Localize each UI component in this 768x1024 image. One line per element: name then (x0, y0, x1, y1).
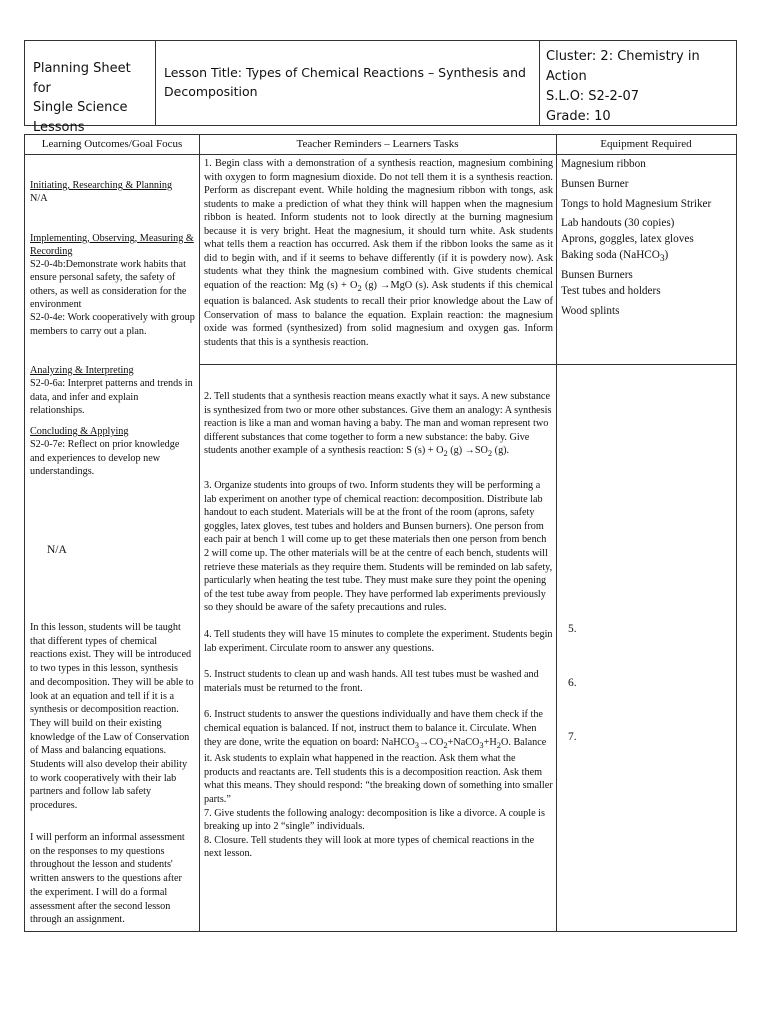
assessment-note: I will perform an informal assessment on the responses to my questions throughout the lesson and students' written answers to the questions after the experiment. I will do a formal assessment after the second lesson through an assignment. (30, 832, 185, 926)
equipment-number-6: 6. (568, 677, 577, 689)
lesson-table (24, 134, 737, 932)
grade-text: Grade: 10 (546, 109, 611, 125)
outcome-heading-concluding: Concluding & Applying (30, 426, 129, 438)
task-3: 3. Organize students into groups of two. Inform students they will be performing a lab experiment on another type of chemical reaction: decomposition. Distribute lab handout to each student. Materials will be at the front of the room (aprons, safety goggles, latex gloves, test tubes and holders and Bunsen burners). One person from each pair at bench 1 will come up to get these materials then one person from bench 2 will come up. The other materials will be at the centre of each bench, students will retrieve these materials as they require them. Students will be reminded on lab safety, particularly when heating the test tube. They must make sure they point the opening of the test tube away from people. They have performed lab experiments previously so they should be aware of the safety precautions and rules. (204, 480, 553, 614)
column-header-tasks: Teacher Reminders – Learners Tasks (296, 138, 459, 150)
task-6-subscript-d: 2 (496, 739, 501, 750)
equipment-item: Wood splints (561, 304, 620, 317)
equipment-item: Bunsen Burners (561, 269, 633, 282)
task-6-text-d: +H (483, 736, 497, 748)
equipment-item: Test tubes and holders (561, 284, 661, 297)
task-6-text-b: →CO (419, 736, 444, 748)
task-2-subscript-b: 2 (487, 448, 493, 459)
task-2 (204, 390, 553, 461)
slo-text: S.L.O: S2-2-07 (546, 89, 639, 105)
outcome-heading-implementing: Implementing, Observing, Measuring & Recording (30, 232, 194, 257)
column-divider-1 (199, 135, 200, 931)
column-divider-2 (556, 135, 557, 931)
equipment-item-subscript: 3 (659, 254, 665, 265)
equipment-item: Bunsen Burner (561, 177, 629, 190)
planning-line-1: Planning Sheet for (33, 61, 131, 96)
equipment-item: Magnesium ribbon (561, 158, 646, 170)
task-6-subscript-c: 3 (479, 739, 484, 750)
outcome-na-1: N/A (30, 193, 48, 205)
task-2-text-c: (g). (492, 445, 510, 457)
task-1-text-a: 1. Begin class with a demonstration of a synthesis reaction, magnesium combining with oxygen to form magnesium dioxide. Do not tell them it is a synthesis reaction. Perform as discrepant event. While holding the magnesium ribbon with tongs, ask students to make a prediction of what they think will happen when the magnesium ribbon is heated. Inform students not to look directly at the burning magnesium because it is very bright. Heat the magnesium, it should turn white. Ask students what tells them a reaction has occurred. Ask them if the ribbon looks the same as it did to begin with, and if it seems to behave differently (if it is powdery now). Ask students what they think the magnesium combined with. Give students chemical equation of the reaction: Mg (s) + O (204, 158, 553, 291)
outcome-na-2: N/A (47, 544, 67, 556)
cluster-info (540, 41, 736, 125)
header-row-divider (25, 154, 736, 155)
task-6-subscript-a: 3 (414, 739, 420, 750)
outcome-s2-0-6a: S2-0-6a: Interpret patterns and trends in data, and infer and explain relationships. (30, 378, 193, 416)
planning-line-2: Single Science Lessons (33, 100, 128, 135)
task-6-text-a: 6. Instruct students to answer the questions individually and have them check if the chemical equation is balanced. If not, instruct them to balance it. Circulate. When they are done, write the equation on board: NaHCO (204, 709, 543, 748)
planning-label (25, 41, 156, 135)
task-7: 7. Give students the following analogy: decomposition is like a divorce. A couple is breaking up into 2 “single” individuals. (204, 807, 545, 833)
equipment-item-text-end: ) (664, 248, 669, 261)
column-header-outcomes: Learning Outcomes/Goal Focus (41, 138, 183, 150)
task-6-text-e: O. Balance it. Ask students to explain what happened in the reaction. Ask them what the products and reactants are. Tell students this is a decomposition reaction. Ask them what this means. They should respond: “the breaking down of something into smaller parts.” (204, 736, 553, 805)
outcome-s2-0-4e: S2-0-4e: Work cooperatively with group members to carry out a plan. (30, 312, 195, 337)
equipment-item-text: Baking soda (NaHCO (561, 248, 660, 261)
task-1-subscript: 2 (357, 282, 362, 293)
equipment-item: Lab handouts (30 copies) (561, 217, 675, 230)
outcome-heading-analyzing: Analyzing & Interpreting (30, 364, 134, 376)
equipment-item: Aprons, goggles, latex gloves (561, 233, 694, 246)
task-2-text-b: (g) →SO (447, 445, 488, 457)
equipment-list (561, 157, 733, 319)
outcomes-content (30, 179, 195, 478)
equipment-item (561, 248, 733, 268)
task-1 (204, 157, 553, 349)
task-2-text-a: 2. Tell students that a synthesis reaction means exactly what it says. A new substance is synthesized from two or more other substances. Give them an analogy: A synthesis reaction is like a man and woman having a baby. The man and woman represent two different substances that come together to form a new substance: the baby. Give students another example of a synthesis reaction: S (s) + O (204, 391, 552, 457)
equipment-number-7: 7. (568, 731, 577, 743)
lesson-title (156, 41, 540, 125)
task-row-divider (199, 364, 736, 365)
task-6-subscript-b: 2 (443, 739, 448, 750)
cluster-text: Cluster: 2: Chemistry in Action (546, 49, 700, 85)
lesson-summary: In this lesson, students will be taught that different types of chemical reactions exist. They will be introduced to two types in this lesson, synthesis and decomposition. They will be able to look at an equation and tell if it is a synthesis or decomposition reaction. They will build on their existing knowledge of the Law of Conservation of Mass and balancing equations. Students will also develop their ability to work cooperatively with their lab partners and follow lab safety procedures. (30, 622, 194, 812)
lesson-title-text: Lesson Title: Types of Chemical Reactions – Synthesis and Decomposition (164, 65, 526, 99)
task-2-subscript-a: 2 (443, 448, 448, 459)
outcome-s2-0-7e: S2-0-7e: Reflect on prior knowledge and experiences to develop new understandings. (30, 439, 180, 478)
task-5: 5. Instruct students to clean up and wash hands. All test tubes must be washed and materials must be returned to the front. (204, 669, 539, 694)
equipment-item: Tongs to hold Magnesium Striker (561, 197, 712, 210)
task-1-text-b: (g) →MgO (s). Ask students if this chemical equation is balanced. Ask students to recall their prior knowledge about the Law of Conservation of mass to balance the equation. Explain reaction: the magnesium oxide was formed (synthesized) from solid magnesium and oxygen gas. Inform students that this is a synthesis reaction. (204, 279, 553, 348)
task-list (204, 390, 553, 861)
task-4: 4. Tell students they will have 15 minutes to complete the experiment. Students begin lab experiment. Circulate room to answer any questions. (204, 628, 553, 654)
task-6-text-c: +NaCO (447, 736, 480, 748)
task-8: 8. Closure. Tell students they will look at more types of chemical reactions in the next lesson. (204, 834, 535, 860)
equipment-number-5: 5. (568, 623, 577, 635)
column-header-equipment: Equipment Required (600, 138, 692, 150)
task-6 (204, 708, 553, 806)
sheet-header (24, 40, 737, 135)
outcome-heading-initiating: Initiating, Researching & Planning (30, 180, 173, 191)
outcome-s2-0-4b: S2-0-4b:Demonstrate work habits that ensure personal safety, the safety of others, as well as consideration for the environment (30, 259, 187, 311)
